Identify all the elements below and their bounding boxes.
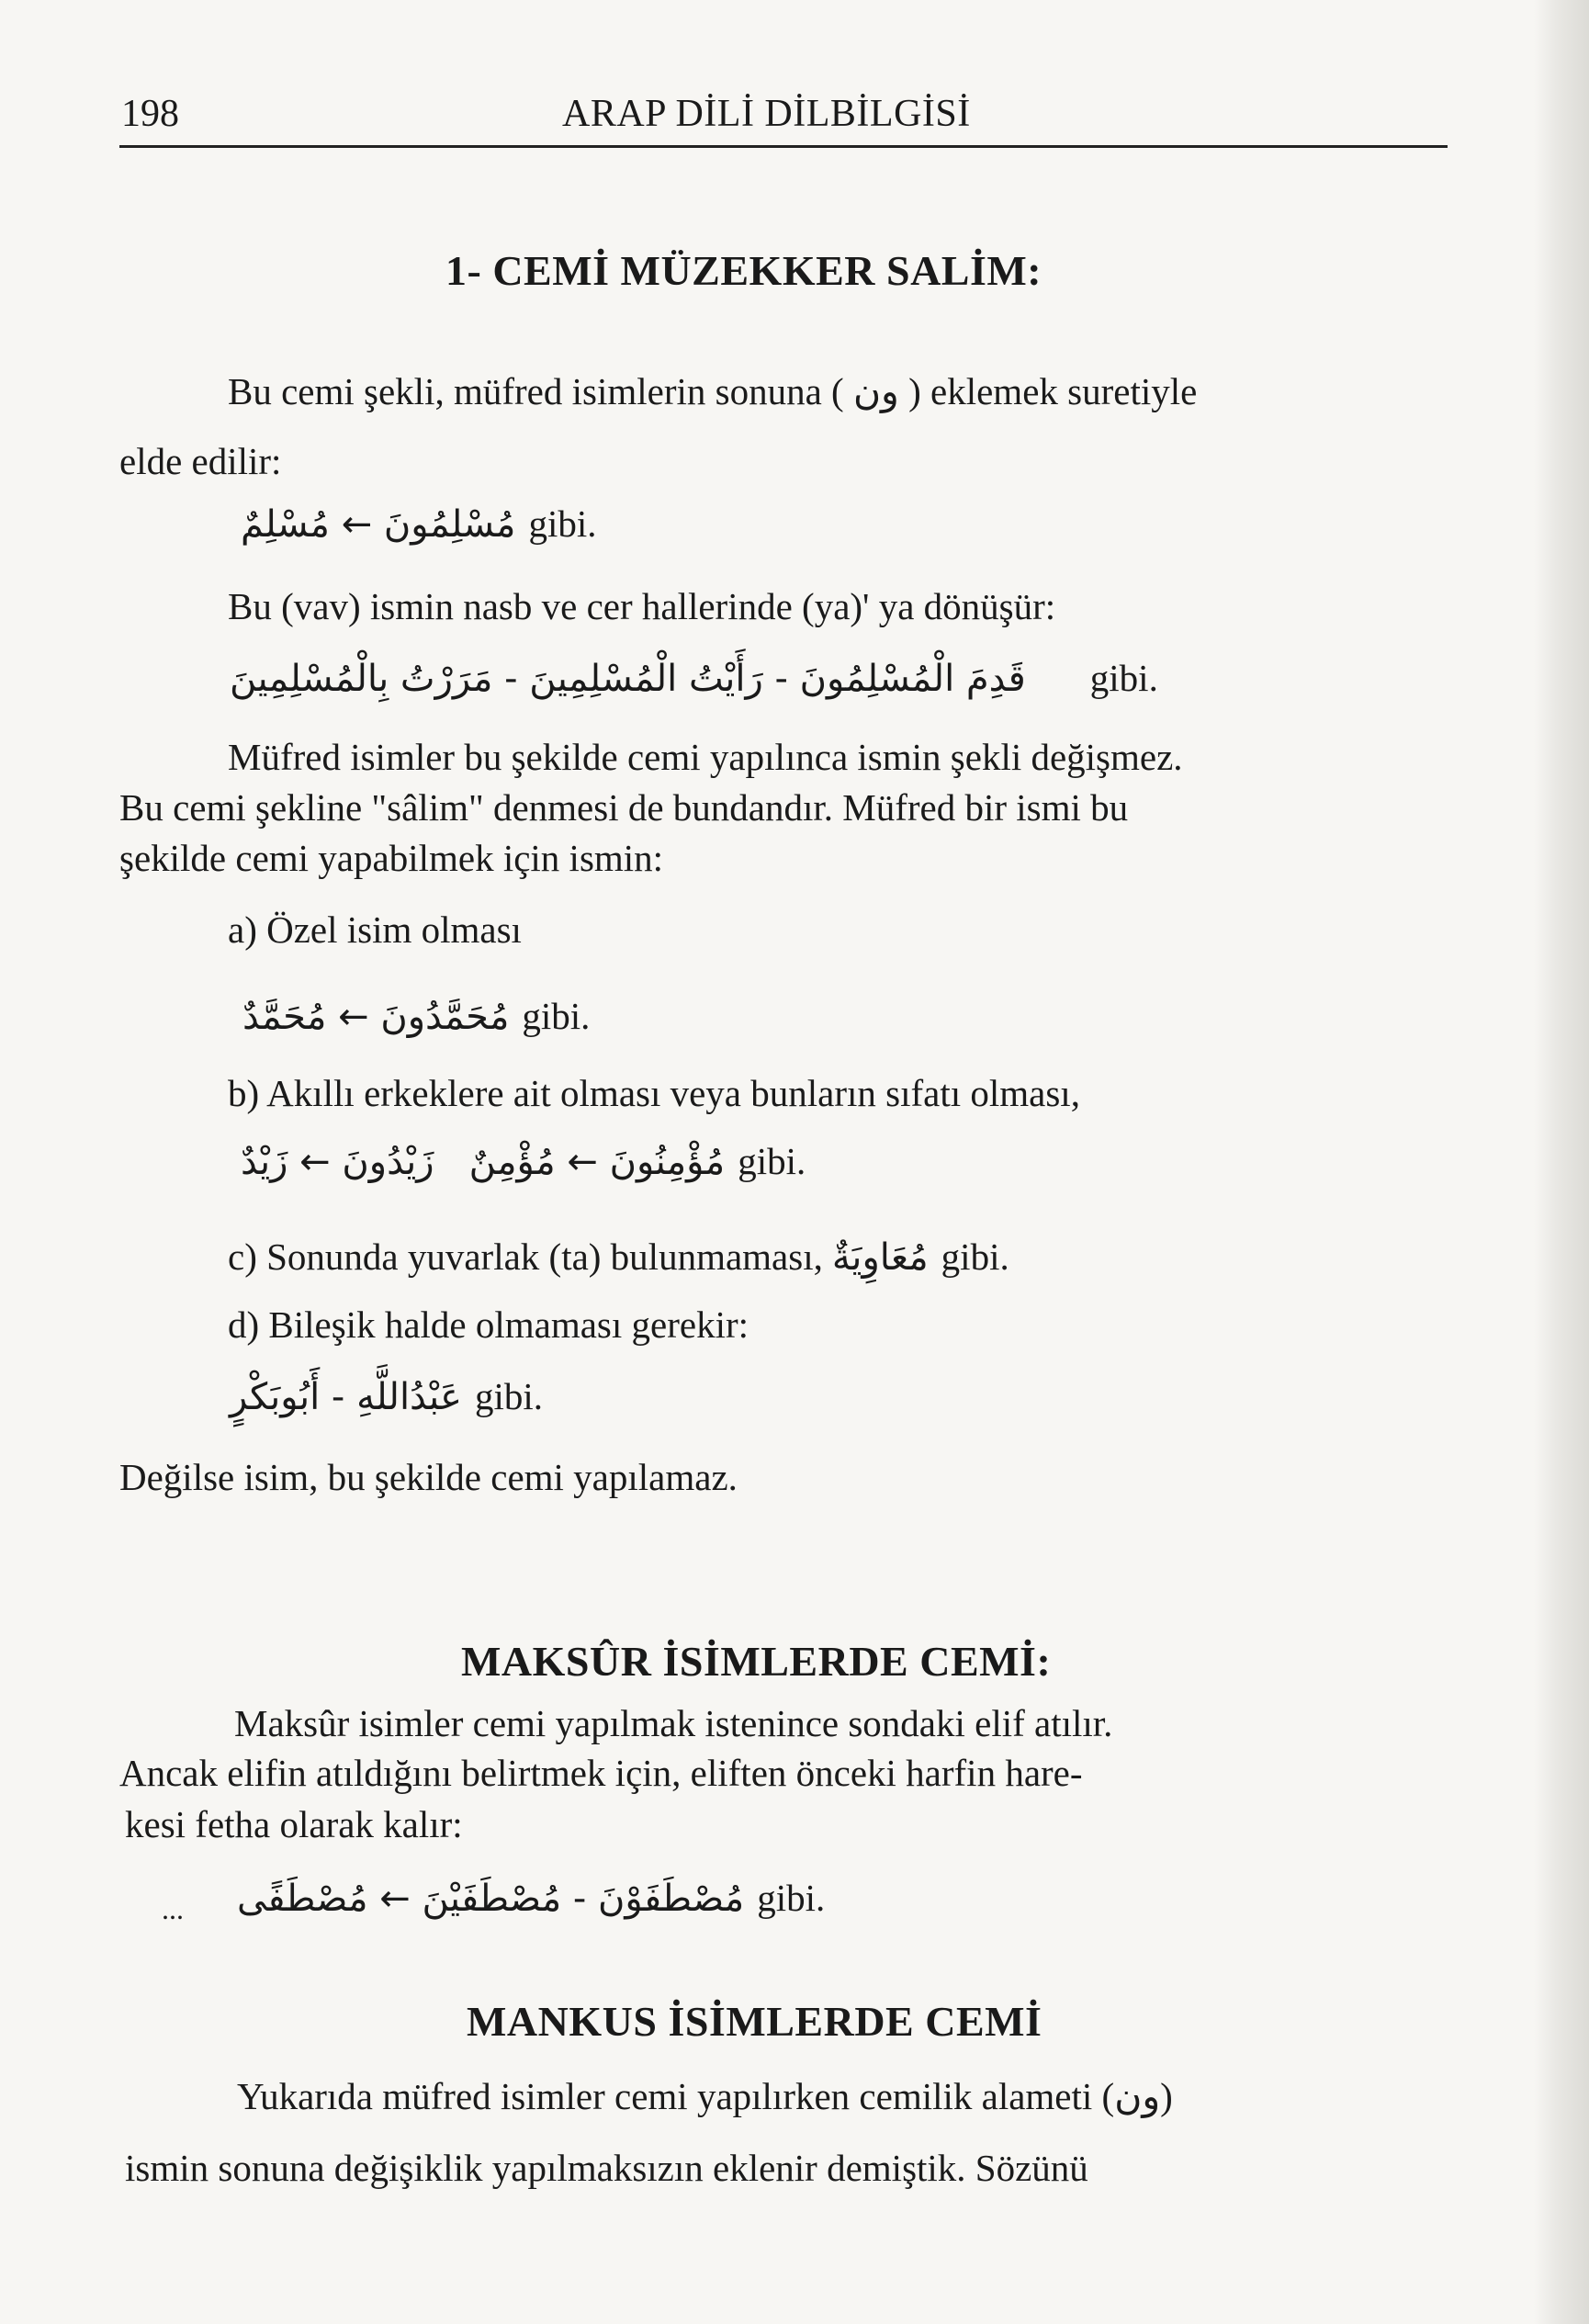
- gibi-label: gibi.: [522, 995, 591, 1037]
- gibi-label: gibi.: [528, 502, 597, 545]
- example-row: [242, 994, 590, 1038]
- paragraph-line: Değilse isim, bu şekilde cemi yapılamaz.: [119, 1456, 738, 1498]
- example-row: [230, 656, 1158, 700]
- arabic-example: مُسْلِمُونَ ← مُسْلِمٌ: [241, 503, 516, 546]
- arabic-example: مُحَمَّدُونَ ← مُحَمَّدٌ: [242, 996, 510, 1038]
- paragraph-line: [237, 2074, 1442, 2118]
- gibi-label: gibi.: [475, 1375, 544, 1417]
- arabic-example: عَبْدُاللَّهِ - أَبُوبَكْرٍ: [230, 1376, 462, 1418]
- list-item-c: [228, 1235, 1009, 1279]
- list-item-b: b) Akıllı erkeklere ait olması veya bunların sıfatı olması,: [228, 1072, 1080, 1114]
- arabic-example: مُعَاوِيَةٌ: [831, 1236, 929, 1279]
- section-heading-cemi-muzekker-salim: 1- CEMİ MÜZEKKER SALİM:: [445, 247, 1042, 294]
- paragraph-line: kesi fetha olarak kalır:: [125, 1803, 463, 1845]
- gibi-label: gibi.: [1089, 657, 1158, 699]
- example-row: [241, 1139, 806, 1183]
- page-number: 198: [121, 93, 179, 135]
- section-heading-maksur: MAKSÛR İSİMLERDE CEMİ:: [461, 1638, 1052, 1685]
- paragraph-line: [234, 1701, 1442, 1745]
- paragraph-line: şekilde cemi yapabilmek için ismin:: [119, 837, 664, 879]
- paragraph-text: Maksûr isimler cemi yapılmak istenince sondaki elif atılır.: [234, 1702, 1113, 1744]
- gibi-label: gibi.: [738, 1140, 806, 1182]
- arabic-example: مُؤْمِنُونَ ← مُؤْمِنٌ زَيْدُونَ ← زَيْدٌ: [241, 1141, 726, 1183]
- running-header-title: ARAP DİLİ DİLBİLGİSİ: [562, 93, 971, 135]
- ellipsis-mark: ...: [162, 1892, 184, 1925]
- list-item-d: d) Bileşik halde olmaması gerekir:: [228, 1303, 749, 1346]
- paragraph-line: [228, 735, 1442, 779]
- paragraph-line: elde edilir:: [119, 440, 282, 482]
- list-item-a: a) Özel isim olması: [228, 908, 522, 951]
- paragraph-line: [228, 369, 1442, 413]
- paragraph-text: Ancak elifin atıldığını belirtmek için, eliften önceki harfin hare-: [119, 1752, 1083, 1794]
- gibi-label: gibi.: [941, 1235, 1009, 1278]
- paragraph-text: Müfred isimler bu şekilde cemi yapılınca ismin şekli değişmez.: [228, 736, 1183, 778]
- list-item-text: c) Sonunda yuvarlak (ta) bulunmaması,: [228, 1235, 823, 1278]
- paragraph-text: ismin sonuna değişiklik yapılmaksızın eklenir demiştik. Sözünü: [125, 2147, 1088, 2189]
- section-heading-mankus: MANKUS İSİMLERDE CEMİ: [467, 1998, 1042, 2045]
- paragraph-text: Bu cemi şekline "sâlim" denmesi de bundandır. Müfred bir ismi bu: [119, 786, 1129, 829]
- gibi-label: gibi.: [757, 1877, 826, 1919]
- paragraph-line: [125, 2146, 1442, 2190]
- paragraph-line: Bu (vav) ismin nasb ve cer hallerinde (ya)' ya dönüşür:: [228, 585, 1056, 627]
- paragraph-line: [119, 1751, 1442, 1795]
- example-row: [237, 1876, 825, 1920]
- example-row: [241, 502, 596, 546]
- header-rule: [119, 145, 1448, 148]
- paragraph-line: [119, 785, 1442, 829]
- arabic-example: قَدِمَ الْمُسْلِمُونَ - رَأَيْتُ الْمُسْلِمِينَ - مَرَرْتُ بِالْمُسْلِمِينَ: [230, 658, 1026, 700]
- page-edge-shadow: [1534, 0, 1589, 2324]
- arabic-example: مُصْطَفَوْنَ - مُصْطَفَيْنَ ← مُصْطَفًى: [237, 1878, 745, 1920]
- paragraph-text: Yukarıda müfred isimler cemi yapılırken cemilik alameti (ون): [237, 2075, 1173, 2117]
- paragraph-text: Bu cemi şekli, müfred isimlerin sonuna ( ون ) eklemek suretiyle: [228, 370, 1198, 412]
- example-row: [230, 1374, 543, 1418]
